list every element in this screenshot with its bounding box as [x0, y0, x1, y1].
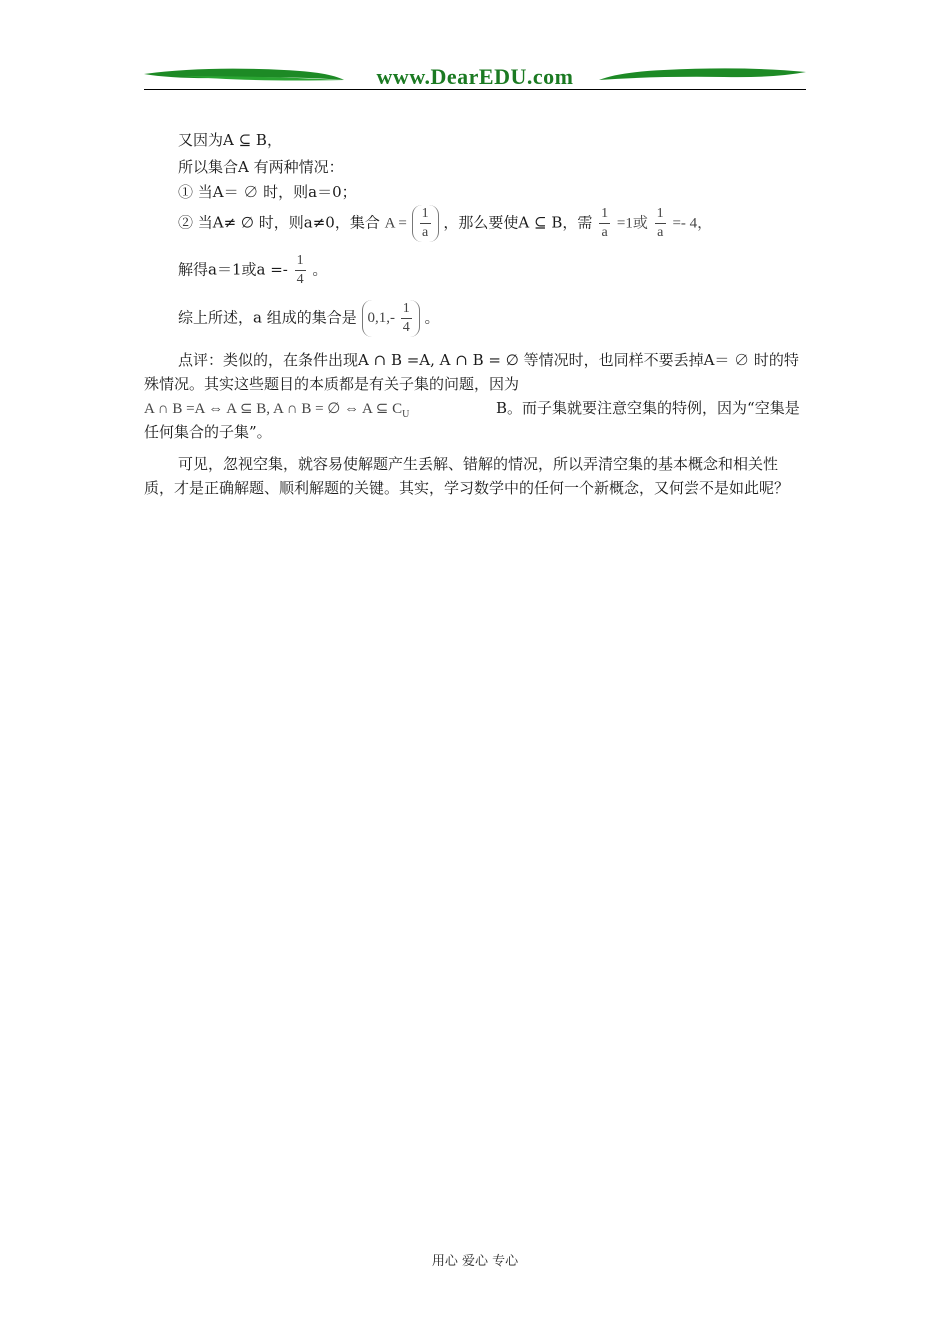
- header-rule: [144, 89, 806, 90]
- header-banner: [144, 62, 806, 92]
- solution-text: 解得a＝1或a =-: [178, 260, 288, 279]
- page-footer: 用心 爱心 专心: [431, 1254, 519, 1269]
- fraction-one-over-a-2: $\frac{1}{a}$: [601, 206, 609, 240]
- site-name: www.DearEDU.com: [376, 64, 574, 89]
- paragraph-equivalence-cont: B。而子集就要注意空集的特例，因为“空集是任何集合的子集”。: [144, 399, 800, 441]
- equals-one: =1或: [616, 215, 648, 232]
- fraction-one-over-a: $\frac{1}{a}$: [421, 206, 429, 240]
- line-equivalence: A ∩ B =A ⇔ A ⊆ B, A ∩ B = ∅ ⇔ A ⊆ $C_U$: [144, 401, 410, 420]
- paragraph-comment: 点评：类似的，在条件出现A ∩ B =A, A ∩ B = ∅ 等情况时，也同样不要丢掉A＝ ∅ 时的特殊情况。其实这些题目的本质都是有关子集的问题，因为: [144, 351, 799, 393]
- solution-end: 。: [312, 260, 328, 279]
- case-two-text: ② 当A≠ ∅ 时，则a≠0，集合: [178, 213, 380, 232]
- set-braces: [412, 205, 439, 242]
- line-summary: [178, 300, 440, 337]
- paragraph-conclusion: 可见，忽视空集，就容易使解题产生丢解、错解的情况，所以弄清空集的基本概念和相关性质，才是正确解题、顺利解题的关键。其实，学习数学中的任何一个新概念，又何尝不是如此呢？: [144, 455, 790, 497]
- line-case-two: [178, 205, 712, 242]
- summary-end: 。: [424, 308, 440, 327]
- set-a-label: A =: [384, 215, 407, 232]
- fraction-one-over-four: $\frac{1}{4}$: [296, 253, 304, 287]
- line-two-cases: 所以集合A 有两种情况：: [178, 158, 344, 176]
- summary-text: 综上所述，a 组成的集合是: [178, 308, 357, 327]
- line-solution: [178, 252, 327, 289]
- summary-set-braces: 0,1,- $\frac{1}{4}$: [362, 300, 420, 337]
- line-case-one: ① 当A＝ ∅ 时，则a＝0；: [178, 183, 357, 201]
- line-subset: 又因为A ⊆ B，: [178, 131, 282, 149]
- case-two-cond: ，那么要使A ⊆ B，需: [443, 213, 593, 232]
- fraction-one-over-a-3: $\frac{1}{a}$: [656, 206, 664, 240]
- fraction-one-over-four-2: $\frac{1}{4}$: [402, 301, 410, 335]
- equals-neg-four: =- 4，: [672, 215, 713, 232]
